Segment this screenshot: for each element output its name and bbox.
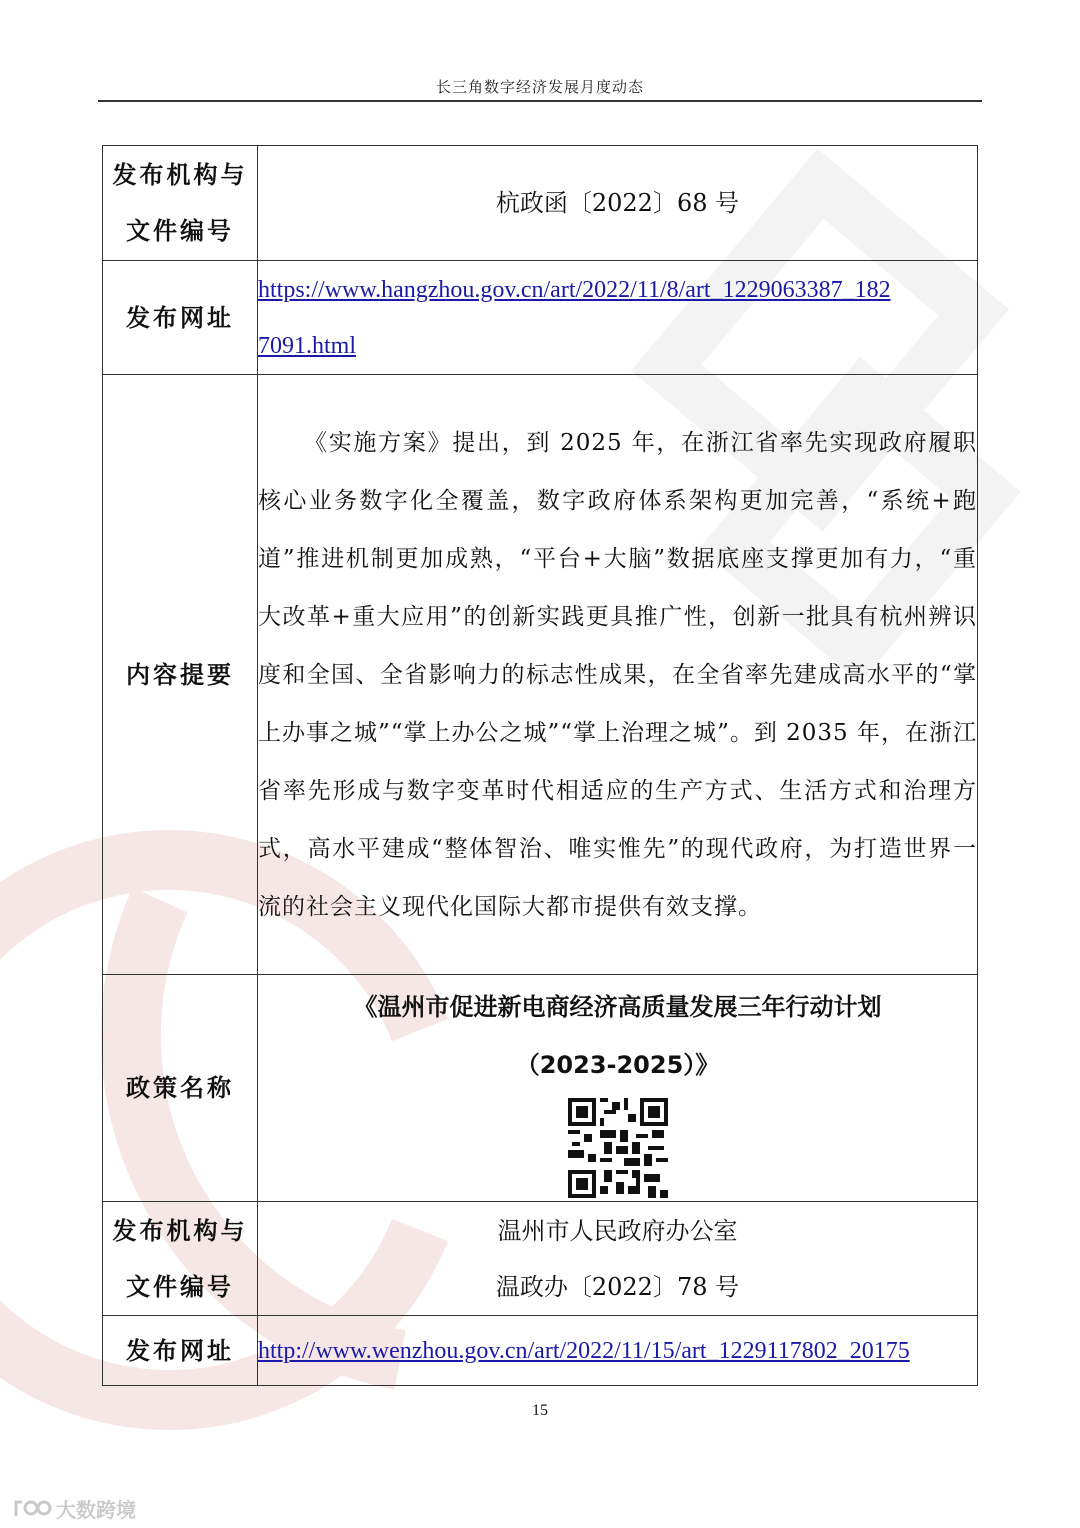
- brand-logo-icon: [12, 1496, 52, 1520]
- url-line: 7091.html: [258, 332, 357, 359]
- label-url: 发布网址: [103, 261, 258, 375]
- policy-title: 《温州市促进新电商经济高质量发展三年行动计划: [353, 993, 882, 1021]
- table-row: [103, 1316, 978, 1386]
- summary-cell: [258, 375, 978, 975]
- header-rule: [98, 100, 982, 102]
- table-row: [103, 146, 978, 261]
- label-line: 文件编号: [126, 1272, 234, 1301]
- summary-text: 《实施方案》提出，到 2025 年，在浙江省率先实现政府履职核心业务数字化全覆盖，数字政府体系架构更加完善，“系统+跑道”推进机制更加成熟，“平台+大脑”数据底座支撑更加有力，“重大改革+重大应用”的创新实践更具推广性，创新一批具有杭州辨识度和全国、全省影响力的标志性成果，在全省率先建成高水平的“掌上办事之城”“掌上办公之城”“掌上治理之城”。到 2035 年，在浙江省率先形成与数字变革时代相适应的生产方式、生活方式和治理方式，高水平建成“整体智治、唯实惟先”的现代政府，为打造世界一流的社会主义现代化国际大都市提供有效支撑。: [258, 429, 977, 920]
- qr-code-icon[interactable]: [568, 1098, 668, 1198]
- hangzhou-link[interactable]: [258, 277, 891, 359]
- table-row: [103, 375, 978, 975]
- wenzhou-link[interactable]: http://www.wenzhou.gov.cn/art/2022/11/15/art_1229117802_20175: [258, 1337, 910, 1364]
- policy-cell: [258, 975, 978, 1202]
- table-row: [103, 975, 978, 1202]
- label-policy: 政策名称: [103, 975, 258, 1202]
- policy-table: [102, 145, 978, 1386]
- url-line: https://www.hangzhou.gov.cn/art/2022/11/8/art_1229063387_182: [258, 276, 891, 303]
- url-cell: [258, 261, 978, 375]
- page-number: 15: [532, 1402, 548, 1419]
- brand-watermark: [12, 1494, 136, 1522]
- table-row: [103, 1202, 978, 1316]
- label-url-2: 发布网址: [103, 1316, 258, 1386]
- url-cell-2: [258, 1316, 978, 1386]
- label-issuer: [103, 146, 258, 261]
- document-number: 温政办〔2022〕78 号: [495, 1272, 740, 1301]
- policy-title-years: （2023-2025）》: [515, 1051, 720, 1079]
- table-row: [103, 261, 978, 375]
- issuer-value: 杭政函〔2022〕68 号: [258, 146, 978, 261]
- label-summary: 内容提要: [103, 375, 258, 975]
- label-issuer-2: [103, 1202, 258, 1316]
- running-header: 长三角数字经济发展月度动态: [435, 78, 644, 96]
- brand-name: 大数跨境: [56, 1497, 136, 1522]
- issuer-value-2: [258, 1202, 978, 1316]
- label-line: 发布机构与: [112, 161, 248, 189]
- issuer-name: 温州市人民政府办公室: [497, 1216, 738, 1245]
- label-line: 发布机构与: [112, 1216, 248, 1245]
- label-line: 文件编号: [126, 217, 234, 245]
